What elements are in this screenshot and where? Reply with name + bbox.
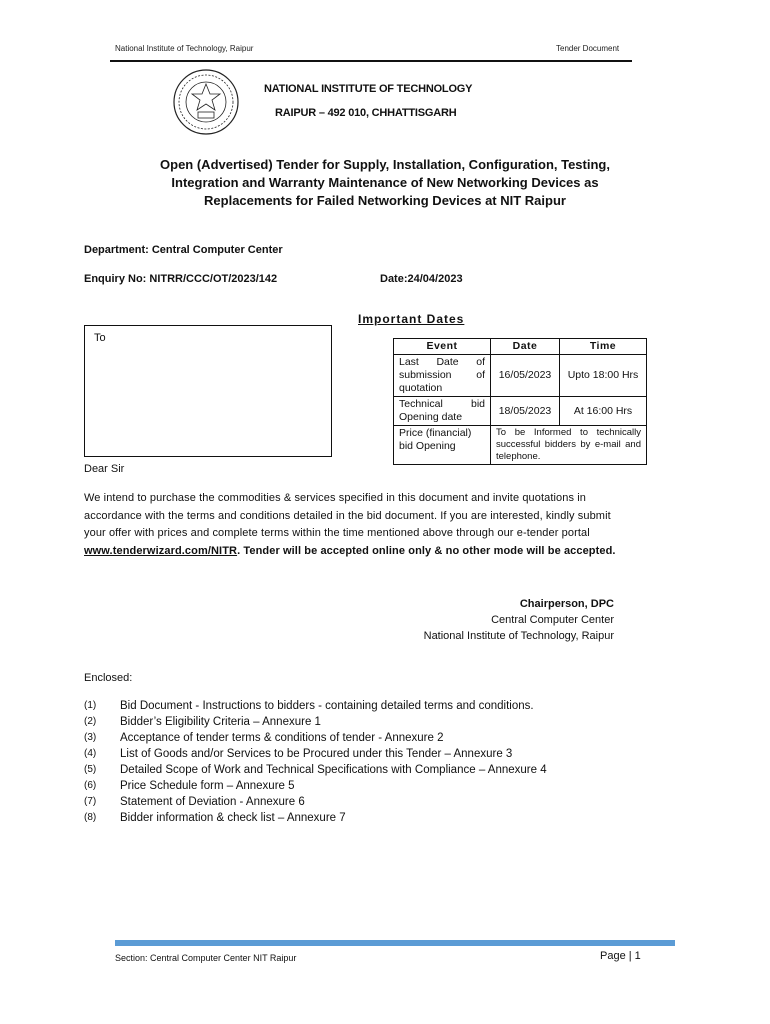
time-cell: At 16:00 Hrs [560, 397, 647, 426]
body-bold-tail: . Tender will be accepted online only & no other mode will be accepted. [237, 544, 616, 557]
table-row [394, 355, 647, 397]
list-item-text: List of Goods and/or Services to be Procured under this Tender – Annexure 3 [120, 748, 513, 760]
address-box [84, 325, 332, 457]
column-header-date: Date [491, 339, 560, 355]
list-item-text: Acceptance of tender terms & conditions of tender - Annexure 2 [120, 732, 444, 744]
list-item [84, 730, 547, 746]
table-header-row [394, 339, 647, 355]
tender-portal-link[interactable]: www.tenderwizard.com/NITR [84, 544, 238, 557]
page-number: Page | 1 [600, 950, 641, 962]
signature-block [380, 596, 614, 644]
tender-title-line2: Integration and Warranty Maintenance of New Networking Devices as [171, 175, 599, 190]
tender-title [90, 156, 680, 210]
enclosure-list [84, 698, 547, 826]
nit-raipur-logo [172, 68, 240, 136]
list-item [84, 714, 547, 730]
list-item [84, 762, 547, 778]
footer-rule [115, 940, 675, 946]
enclosed-label: Enclosed: [84, 672, 133, 684]
body-paragraph [84, 490, 624, 560]
list-item-number: (4) [84, 748, 97, 759]
list-item-number: (2) [84, 716, 97, 727]
list-item [84, 810, 547, 826]
list-item-number: (1) [84, 700, 97, 711]
event-cell: Last Date of submission of quotation [394, 355, 491, 397]
list-item-number: (3) [84, 732, 97, 743]
body-text: We intend to purchase the commodities & services specified in this document and invite quotations in accordance with the terms and conditions detailed in the bid document. If you are interested, kindly submit your offer with prices and complete terms within the time mentioned above through our e-tender portal [84, 492, 611, 539]
list-item-number: (8) [84, 812, 97, 823]
enquiry-number: Enquiry No: NITRR/CCC/OT/2023/142 [84, 273, 278, 285]
important-dates-table [393, 338, 647, 465]
footer-section: Section: Central Computer Center NIT Raipur [115, 953, 297, 963]
list-item-number: (6) [84, 780, 97, 791]
header-left: National Institute of Technology, Raipur [115, 44, 254, 53]
list-item [84, 794, 547, 810]
date-cell: 18/05/2023 [491, 397, 560, 426]
header-right: Tender Document [556, 44, 620, 53]
date-cell: To be Informed to technically successful bidders by e-mail and telephone. [491, 426, 647, 465]
list-item-text: Bid Document - Instructions to bidders - containing detailed terms and conditions. [120, 700, 534, 712]
date-cell: 16/05/2023 [491, 355, 560, 397]
tender-title-line3: Replacements for Failed Networking Devices at NIT Raipur [204, 193, 566, 208]
list-item-text: Bidder information & check list – Annexure 7 [120, 812, 346, 824]
time-cell: Upto 18:00 Hrs [560, 355, 647, 397]
important-dates-heading: Important Dates [358, 312, 465, 326]
enquiry-date: Date:24/04/2023 [380, 273, 463, 285]
list-item-number: (7) [84, 796, 97, 807]
event-cell: Price (financial) bid Opening [394, 426, 491, 465]
event-cell: Technical bid Opening date [394, 397, 491, 426]
department: Department: Central Computer Center [84, 244, 283, 256]
column-header-event: Event [394, 339, 491, 355]
list-item [84, 778, 547, 794]
column-header-time: Time [560, 339, 647, 355]
signatory-org: National Institute of Technology, Raipur [423, 630, 614, 642]
list-item [84, 746, 547, 762]
table-row [394, 426, 647, 465]
list-item-text: Statement of Deviation - Annexure 6 [120, 796, 305, 808]
header-rule [110, 60, 632, 62]
list-item-number: (5) [84, 764, 97, 775]
list-item-text: Detailed Scope of Work and Technical Specifications with Compliance – Annexure 4 [120, 764, 547, 776]
institute-address: RAIPUR – 492 010, CHHATTISGARH [275, 107, 457, 119]
signatory-dept: Central Computer Center [491, 614, 614, 626]
table-row [394, 397, 647, 426]
institute-name: NATIONAL INSTITUTE OF TECHNOLOGY [264, 83, 473, 95]
signatory-title: Chairperson, DPC [519, 598, 614, 610]
salutation: Dear Sir [84, 463, 125, 475]
list-item [84, 698, 547, 714]
to-label: To [94, 332, 106, 344]
list-item-text: Bidder’s Eligibility Criteria – Annexure 1 [120, 716, 321, 728]
list-item-text: Price Schedule form – Annexure 5 [120, 780, 295, 792]
tender-title-line1: Open (Advertised) Tender for Supply, Installation, Configuration, Testing, [160, 157, 610, 172]
